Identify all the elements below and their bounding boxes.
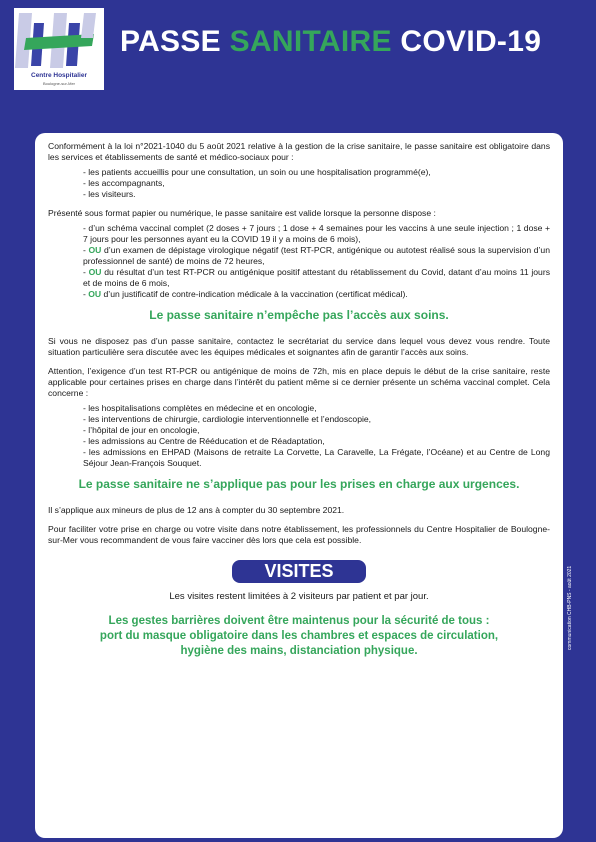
title-part1: PASSE (120, 25, 230, 58)
content-card (35, 133, 563, 838)
logo-mark-icon (14, 8, 104, 72)
highlight-urgences: Le passe sanitaire ne s’applique pas pour les prises en charge aux urgences. (78, 477, 520, 491)
title-highlight: SANITAIRE (229, 25, 392, 58)
list-item: - les patients accueillis pour une consultation, un soin ou une hospitalisation programmé(e), (83, 167, 431, 177)
logo-subtitle: Boulogne-sur-Mer (42, 81, 75, 86)
list-item: - OU d’un justificatif de contre-indication médicale à la vaccination (certificat médical). (83, 289, 408, 299)
no-pass-paragraph: Si vous ne disposez pas d’un passe sanitaire, contactez le secrétariat du service dans lequel vous devez vous rendre. Toute situation particulière sera discutée avec les équipes médicales et soignantes afin de garantir l’accès aux soins. (48, 336, 550, 357)
validity-paragraph: Présenté sous format papier ou numérique, le passe sanitaire est valide lorsque la personne dispose : (48, 208, 436, 218)
ou-label: OU (88, 245, 102, 255)
list-item: - d’un schéma vaccinal complet (2 doses + 7 jours ; 1 dose + 4 semaines pour les vaccins à une seule injection ; 1 dose + 7 jours pour les personnes ayant eu la COVID 19 il y a moins de 6 mois), (83, 223, 550, 244)
list-item: - l’hôpital de jour en oncologie, (83, 425, 200, 435)
highlight-access: Le passe sanitaire n’empêche pas l’accès aux soins. (149, 308, 449, 322)
page-title (120, 25, 580, 59)
list-item: - les visiteurs. (83, 189, 136, 199)
validity-list (48, 223, 550, 300)
attention-paragraph: Attention, l’exigence d’un test RT-PCR ou antigénique de moins de 72h, mis en place depuis le début de la crise sanitaire, reste applicable pour certaines prises en charge dans l’intérêt du patient même si ce dernier présente un schéma vaccinal complet. Cela concerne : (48, 366, 550, 398)
list-item: - OU du résultat d’un test RT-PCR ou antigénique positif attestant du rétablissement du Covid, datant d’au moins 11 jours et de moins de 6 mois, (83, 267, 550, 288)
list-item: - les admissions en EHPAD (Maisons de retraite La Corvette, La Caravelle, La Frégate, l’Océane) et au Centre de Long Séjour Jean-François Souquet. (83, 447, 550, 468)
list-item: - les interventions de chirurgie, cardiologie interventionnelle et l’endoscopie, (83, 414, 372, 424)
intro-paragraph: Conformément à la loi n°2021-1040 du 5 août 2021 relative à la gestion de la crise sanitaire, le passe sanitaire est obligatoire dans les services et établissements de santé et médico-sociaux pour : (48, 141, 550, 162)
header (0, 0, 596, 100)
ou-label: OU (88, 289, 102, 299)
barrier-gestures: Les gestes barrières doivent être maintenus pour la sécurité de tous : port du masque obligatoire dans les chambres et espaces de circulation, hygiène des mains, distanciation physique. (99, 615, 499, 657)
vertical-credit: communication CHB-PNS - août 2021 (567, 565, 573, 650)
list-item: - OU d’un examen de dépistage virologique négatif (test RT-PCR, antigénique ou autotest réalisé sous la supervision d’un professionnel de santé) de moins de 72 heures, (83, 245, 550, 266)
ou-label: OU (88, 267, 102, 277)
vaccination-paragraph: Pour faciliter votre prise en charge ou votre visite dans notre établissement, les professionnels du Centre Hospitalier de Boulogne-sur-Mer vous recommandent de vous faire vacciner dès lors que cela est possible. (48, 524, 550, 545)
title-part2: COVID-19 (391, 25, 542, 58)
test-required-list (48, 403, 550, 469)
list-item: - les hospitalisations complètes en médecine et en oncologie, (83, 403, 317, 413)
minors-paragraph: Il s’applique aux mineurs de plus de 12 ans à compter du 30 septembre 2021. (48, 505, 345, 515)
list-item: - les accompagnants, (83, 178, 165, 188)
content-body (48, 141, 550, 659)
concerned-list (48, 167, 550, 200)
hospital-logo (14, 8, 104, 90)
logo-name: Centre Hospitalier (31, 72, 87, 79)
visites-note: Les visites restent limitées à 2 visiteurs par patient et par jour. (169, 591, 429, 602)
visites-badge: VISITES (232, 560, 365, 583)
list-item: - les admissions au Centre de Rééducation et de Réadaptation, (83, 436, 325, 446)
